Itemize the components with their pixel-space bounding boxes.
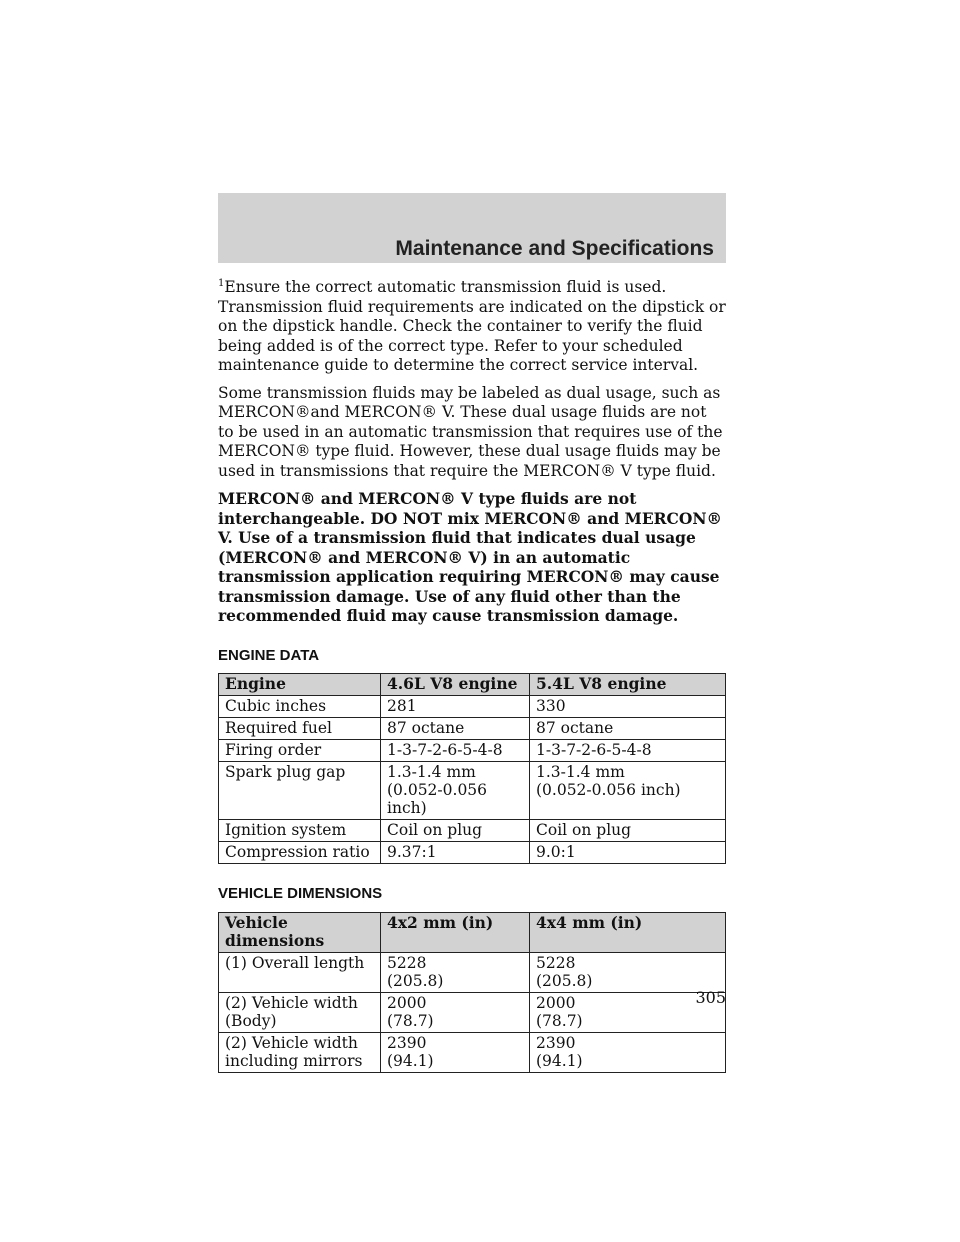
table-cell: Spark plug gap [219,762,381,820]
dual-usage-paragraph: Some transmission fluids may be labeled as dual usage, such as MERCON®and MERCON® V. These dual usage fluids are not to be used in an automatic transmission that requires use of the MERCON® type fluid. However, these dual usage fluids may be used in transmissions that require the MERCON® V type fluid. [218,383,723,480]
table-header-row [219,674,726,696]
cell-line: including mirrors [225,1051,363,1070]
table-cell: Coil on plug [530,820,726,842]
table-row [219,718,726,740]
table-row [219,762,726,820]
table-cell: Firing order [219,740,381,762]
table-cell: 9.37:1 [381,842,530,864]
table-cell [530,762,726,820]
table-cell [381,1032,530,1072]
column-header: Vehicle dimensions [219,912,381,952]
page-content [218,278,726,1073]
table-cell: Compression ratio [219,842,381,864]
table-cell: 87 octane [381,718,530,740]
table-row [219,820,726,842]
table-row [219,952,726,992]
cell-line: (2) Vehicle width [225,1033,358,1052]
cell-line: 5228 [536,953,576,972]
table-row [219,992,726,1032]
table-header-row [219,912,726,952]
table-row [219,740,726,762]
cell-line: (0.052-0.056 inch) [536,781,681,799]
column-header: 4x4 mm (in) [530,912,726,952]
cell-line: (2) Vehicle width [225,993,358,1012]
cell-line: 1.3-1.4 mm [387,763,476,781]
engine-data-table [218,673,726,864]
table-cell [381,992,530,1032]
table-cell: Required fuel [219,718,381,740]
cell-line: 5228 [387,953,427,972]
table-row [219,842,726,864]
section-header-band [218,193,726,263]
cell-line: 2390 [536,1033,576,1052]
footnote-marker: 1 [218,278,225,289]
footnote-paragraph [218,278,726,376]
table-cell: 1-3-7-2-6-5-4-8 [381,740,530,762]
column-header: 4x2 mm (in) [381,912,530,952]
table-cell: 281 [381,696,530,718]
section-title: Maintenance and Specifications [395,237,714,260]
table-cell: Ignition system [219,820,381,842]
table-cell [381,952,530,992]
warning-paragraph: MERCON® and MERCON® V type fluids are not interchangeable. DO NOT mix MERCON® and MERCON® V. Use of a transmission fluid that indicates dual usage (MERCON® and MERCON® V) in an automatic transmission application requiring MERCON® may cause transmission damage. Use of any fluid other than the recommended fluid may cause transmission damage. [218,489,723,625]
cell-line: (205.8) [387,971,444,990]
table-cell [219,1032,381,1072]
engine-data-heading: ENGINE DATA [218,646,320,664]
table-cell [381,762,530,820]
table-cell [219,992,381,1032]
cell-line: (78.7) [536,1011,583,1030]
cell-line: 1.3-1.4 mm [536,763,625,781]
column-header: 5.4L V8 engine [530,674,726,696]
vehicle-dimensions-heading: VEHICLE DIMENSIONS [218,885,383,902]
table-cell: 87 octane [530,718,726,740]
cell-line: 2000 [536,993,576,1012]
table-row [219,696,726,718]
table-row [219,1032,726,1072]
table-cell: 9.0:1 [530,842,726,864]
table-cell: Cubic inches [219,696,381,718]
page-number: 305 [695,988,726,1007]
table-cell [530,952,726,992]
cell-line: (78.7) [387,1011,434,1030]
table-cell: (1) Overall length [219,952,381,992]
vehicle-dimensions-table [218,912,726,1073]
cell-line: 2000 [387,993,427,1012]
cell-line: (205.8) [536,971,593,990]
table-cell: 330 [530,696,726,718]
table-cell: Coil on plug [381,820,530,842]
cell-line: (0.052-0.056 inch) [387,781,488,817]
cell-line: (94.1) [387,1051,434,1070]
cell-line: (Body) [225,1011,277,1030]
table-cell [530,1032,726,1072]
footnote-text: Ensure the correct automatic transmission fluid is used. Transmission fluid requirements are indicated on the dipstick or on the dipstick handle. Check the container to verify the fluid being added is of the correct type. Refer to your scheduled maintenance guide to determine the correct service interval. [218,278,726,374]
table-cell: 1-3-7-2-6-5-4-8 [530,740,726,762]
cell-line: (94.1) [536,1051,583,1070]
column-header: 4.6L V8 engine [381,674,530,696]
column-header: Engine [219,674,381,696]
cell-line: 2390 [387,1033,427,1052]
